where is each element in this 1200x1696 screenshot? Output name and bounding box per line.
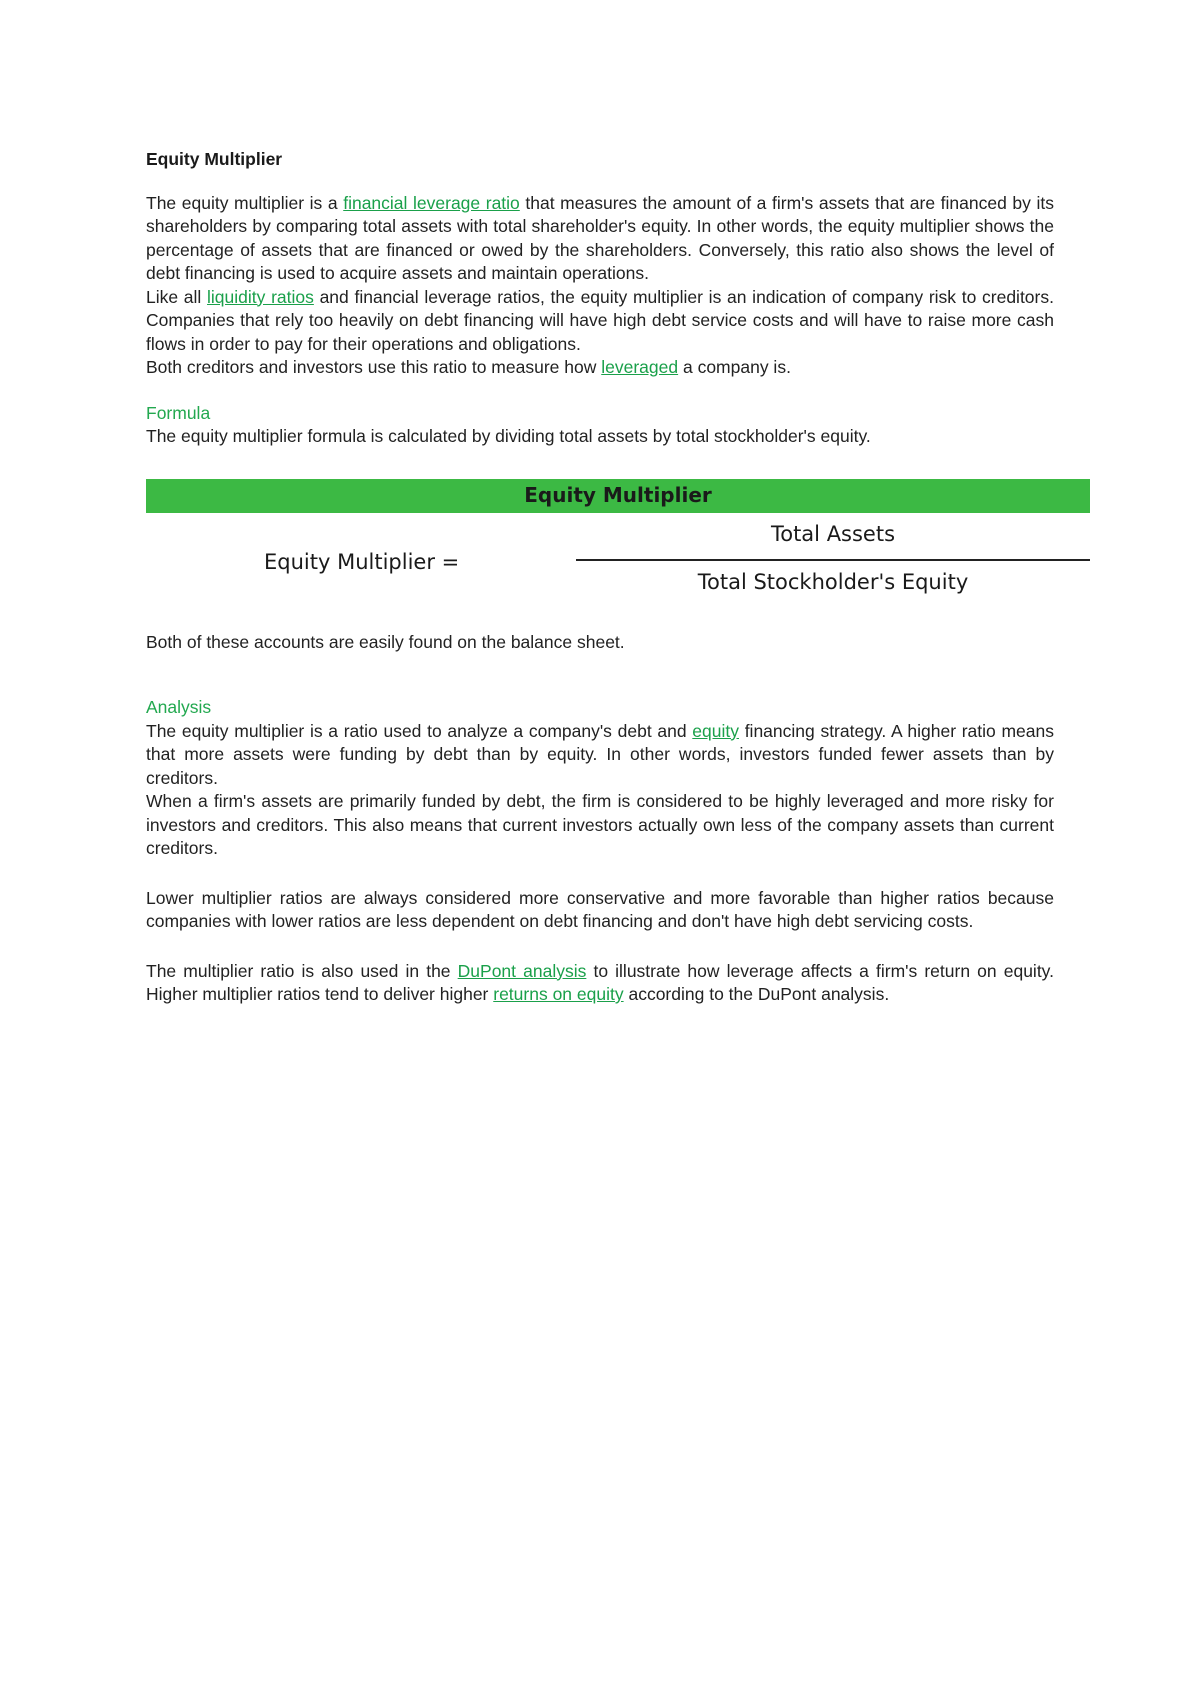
formula-graphic-title: Equity Multiplier <box>146 479 1090 513</box>
formula-lhs: Equity Multiplier = <box>264 549 460 574</box>
formula-note: Both of these accounts are easily found on the balance sheet. <box>146 631 625 652</box>
intro-paragraph-3: Both creditors and investors use this ratio to measure how leveraged a company is. <box>146 357 791 377</box>
page-title: Equity Multiplier <box>146 149 283 169</box>
analysis-heading: Analysis <box>146 697 212 717</box>
fraction-line <box>576 559 1090 561</box>
analysis-paragraph-2: When a firm's assets are primarily funded by debt, the firm is considered to be highly leveraged and more risky for investors and creditors. This also means that current investors actually own less of the company assets than current creditors. <box>146 791 1054 858</box>
analysis-paragraph-3: Lower multiplier ratios are always considered more conservative and more favorable than higher ratios because companies with lower ratios are less dependent on debt financing and don't have high debt servicing costs. <box>146 887 1054 931</box>
link-leveraged[interactable]: leveraged <box>601 357 679 377</box>
formula-numerator: Total Assets <box>770 521 896 546</box>
formula-graphic <box>146 479 1090 609</box>
analysis-paragraph-4: The multiplier ratio is also used in the DuPont analysis to illustrate how leverage affects a firm's return on equity. Higher multiplier ratios tend to deliver higher returns on equity according to the DuPont analysis. <box>146 960 1054 1004</box>
formula-denominator: Total Stockholder's Equity <box>697 569 969 594</box>
document-body <box>146 148 1054 1007</box>
link-returns-on-equity[interactable]: returns on equity <box>493 984 624 1004</box>
intro-paragraph-2: Like all liquidity ratios and financial leverage ratios, the equity multiplier is an indication of company risk to creditors. Companies that rely too heavily on debt financing will have high debt service costs and will have to raise more cash flows in order to pay for their operations and obligations. <box>146 286 1054 354</box>
link-equity[interactable]: equity <box>692 720 739 741</box>
intro-paragraph-1: The equity multiplier is a financial leverage ratio that measures the amount of a firm's assets that are financed by its shareholders by comparing total assets with total shareholder's equity. In other words, the equity multiplier shows the percentage of assets that are financed or owed by the shareholders. Conversely, this ratio also shows the level of debt financing is used to acquire assets and maintain operations. <box>146 192 1055 283</box>
formula-heading: Formula <box>146 402 211 423</box>
link-liquidity-ratios[interactable]: liquidity ratios <box>207 286 314 307</box>
link-financial-leverage-ratio[interactable]: financial leverage ratio <box>343 192 520 213</box>
analysis-paragraph-1: The equity multiplier is a ratio used to analyze a company's debt and equity financing strategy. A higher ratio means that more assets were funding by debt than by equity. In other words, investors funded fewer assets than by creditors. <box>146 720 1054 788</box>
formula-description: The equity multiplier formula is calculated by dividing total assets by total stockholder's equity. <box>146 426 871 446</box>
link-dupont-analysis[interactable]: DuPont analysis <box>457 960 587 981</box>
